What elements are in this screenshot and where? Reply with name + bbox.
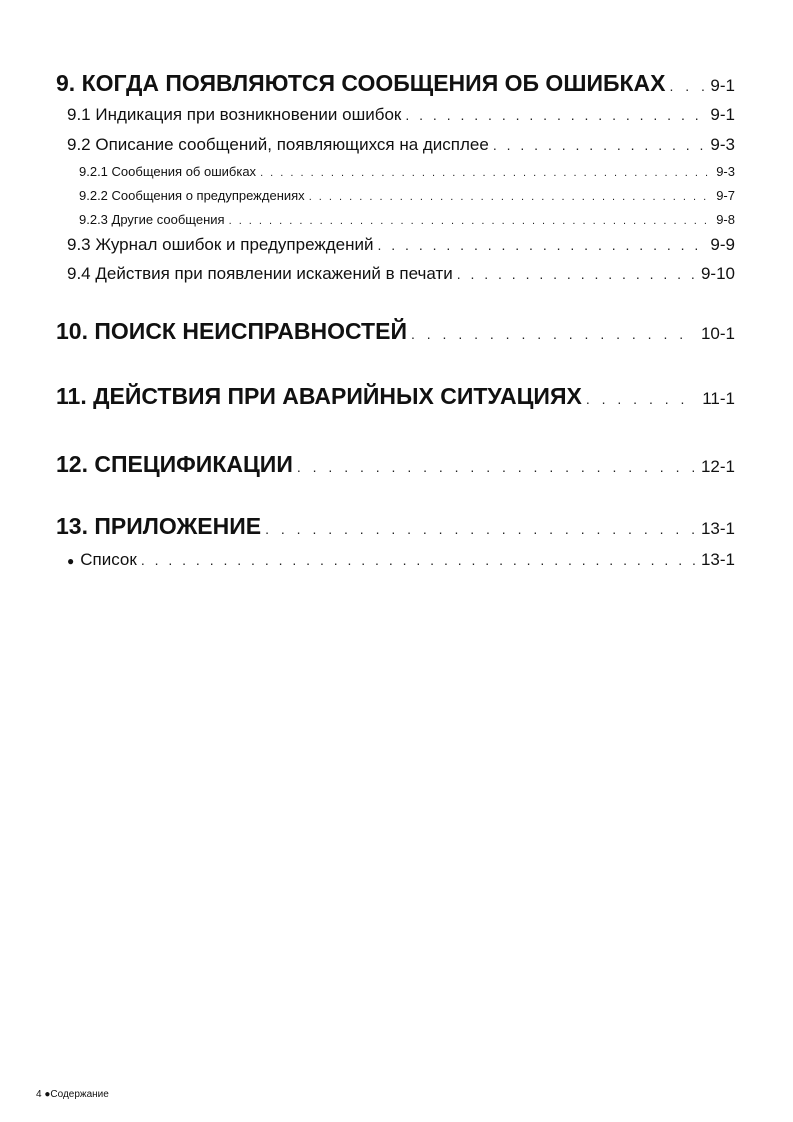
dot-leader (405, 107, 704, 123)
bullet-icon: ● (67, 554, 75, 568)
toc-section-9-1[interactable] (67, 105, 735, 125)
toc-page-number: 13-1 (700, 519, 735, 538)
dot-leader (309, 191, 711, 203)
dot-leader (670, 78, 705, 94)
dot-leader (265, 521, 695, 537)
toc-item-label: Список (80, 550, 137, 569)
dot-leader (411, 326, 695, 342)
toc-section-title: 9.1 Индикация при возникновении ошибок (67, 105, 402, 124)
dot-leader (586, 391, 696, 407)
toc-section-title: 9.2 Описание сообщений, появляющихся на дисплее (67, 135, 489, 154)
toc-chapter-title: 9. КОГДА ПОЯВЛЯЮТСЯ СООБЩЕНИЯ ОБ ОШИБКАХ (56, 70, 666, 96)
toc-chapter-13[interactable] (56, 513, 735, 540)
toc-page-number: 9-10 (700, 264, 735, 283)
toc-section-title: 9.4 Действия при появлении искажений в печати (67, 264, 453, 283)
dot-leader (297, 459, 695, 475)
toc-chapter-title: 10. ПОИСК НЕИСПРАВНОСТЕЙ (56, 318, 407, 344)
toc-page-number: 9-1 (710, 105, 735, 124)
toc-subsection-title: 9.2.2 Сообщения о предупреждениях (79, 188, 305, 203)
toc-page-number: 9-3 (710, 135, 735, 154)
toc-subsection-title: 9.2.1 Сообщения об ошибках (79, 164, 257, 179)
toc-section-title: 9.3 Журнал ошибок и предупреждений (67, 235, 374, 254)
toc-subsection-9-2-3[interactable] (79, 212, 735, 227)
toc-page-number: 9-8 (716, 212, 735, 227)
toc-chapter-12[interactable] (56, 451, 735, 478)
toc-page-number: 11-1 (702, 389, 735, 408)
dot-leader (260, 167, 710, 179)
toc-subsection-9-2-1[interactable] (79, 164, 735, 179)
dot-leader (229, 215, 711, 227)
toc-page-number: 9-9 (710, 235, 735, 254)
dot-leader (493, 137, 705, 153)
footer-section-label: ●Содержание (44, 1089, 109, 1100)
toc-chapter-title: 13. ПРИЛОЖЕНИЕ (56, 513, 262, 539)
toc-chapter-title: 11. ДЕЙСТВИЯ ПРИ АВАРИЙНЫХ СИТУАЦИЯХ (56, 383, 582, 409)
toc-chapter-9[interactable] (56, 70, 735, 97)
dot-leader (377, 237, 704, 253)
toc-item-title (67, 550, 137, 570)
toc-subsection-title: 9.2.3 Другие сообщения (79, 212, 225, 227)
toc-page-number: 9-7 (716, 188, 735, 203)
toc-chapter-10[interactable] (56, 318, 735, 345)
toc-subsection-9-2-2[interactable] (79, 188, 735, 203)
dot-leader (141, 552, 695, 568)
page-footer (36, 1089, 109, 1100)
toc-page-number: 10-1 (700, 324, 735, 343)
footer-page-number: 4 (36, 1089, 42, 1100)
toc-page-number: 9-1 (710, 76, 735, 95)
dot-leader (457, 266, 695, 282)
toc-page-number: 9-3 (716, 164, 735, 179)
toc-section-9-2[interactable] (67, 135, 735, 155)
toc-chapter-title: 12. СПЕЦИФИКАЦИИ (56, 451, 293, 477)
toc-page-number: 12-1 (700, 457, 735, 476)
toc-section-9-4[interactable] (67, 264, 735, 284)
toc-page-number: 13-1 (700, 550, 735, 569)
toc-item-list[interactable] (67, 550, 735, 570)
toc-chapter-11[interactable] (56, 383, 735, 410)
toc-section-9-3[interactable] (67, 235, 735, 255)
